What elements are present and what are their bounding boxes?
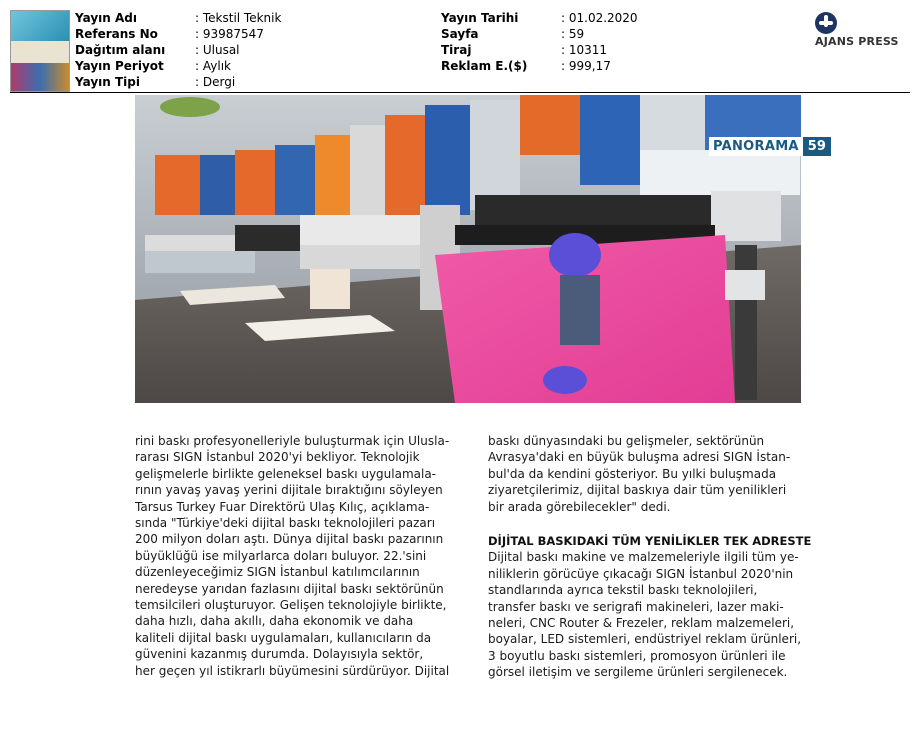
article-photo xyxy=(135,95,801,403)
text-line: rının yavaş yavaş yerini dijitale bıraktığını söyleyen xyxy=(135,483,443,498)
publication-info-left xyxy=(75,10,281,90)
printer-exhibition-image xyxy=(135,95,801,403)
text-line: rini baskı profesyonelleriyle buluşturmak için Ulusla- xyxy=(135,434,450,448)
text-line: neredeyse yarıdan fazlasını dijital baskı sektörünün xyxy=(135,581,444,596)
text-line: güvenini kazanmış durumda. Dolayısıyla sektör, xyxy=(135,647,424,662)
page-number-badge: 59 xyxy=(803,137,831,156)
text-line: görsel iletişim ve sergileme ürünleri sergilenecek. xyxy=(488,665,788,680)
section-label xyxy=(709,137,831,156)
text-line: neleri, CNC Router & Frezeler, reklam malzemeleri, xyxy=(488,616,795,631)
text-line: transfer baskı ve serigrafi makineleri, lazer maki- xyxy=(488,599,784,614)
text-line: 200 milyon doları aştı. Dünya dijital baskı pazarının xyxy=(135,532,444,547)
info-row: Referans No : 93987547 xyxy=(75,27,264,41)
ajans-press-logo-icon xyxy=(815,12,837,34)
text-line: bir arada görebilecekler" dedi. xyxy=(488,499,671,514)
magazine-cover-thumbnail xyxy=(10,10,70,92)
text-line: temsilcileri oluşturuyor. Gelişen teknolojiyle birlikte, xyxy=(135,598,447,613)
text-line: niliklerin görücüye çıkacağı SIGN İstanbul 2020'nin xyxy=(488,566,794,581)
info-row: Tiraj : 10311 xyxy=(441,43,608,57)
article-column-right xyxy=(488,433,812,681)
info-row: Yayın Periyot : Aylık xyxy=(75,59,231,73)
text-line: baskı dünyasındaki bu gelişmeler, sektörünün xyxy=(488,434,765,448)
text-line: ziyaretçilerimiz, dijital baskıya dair tüm yenilikleri xyxy=(488,483,787,498)
info-row: Sayfa : 59 xyxy=(441,27,585,41)
header-divider xyxy=(10,92,910,93)
text-line: 3 boyutlu baskı sistemleri, promosyon ürünleri ile xyxy=(488,648,786,663)
info-row: Yayın Tarihi : 01.02.2020 xyxy=(441,11,638,25)
text-line: düzenleyeceğimiz SIGN İstanbul katılımcılarının xyxy=(135,565,420,580)
text-line: gelişmelerle birlikte geleneksel baskı uygulamala- xyxy=(135,466,437,481)
text-line: daha hızlı, daha akıllı, daha ekonomik ve daha xyxy=(135,614,414,629)
text-line: Avrasya'daki en büyük buluşma adresi SIGN İstan- xyxy=(488,450,791,465)
publication-info-right xyxy=(441,10,638,74)
info-row: Yayın Tipi : Dergi xyxy=(75,75,236,89)
text-line: büyüklüğü ise milyarlarca doları buluyor. 22.'sini xyxy=(135,548,427,563)
text-line: Dijital baskı makine ve malzemeleriyle ilgili tüm ye- xyxy=(488,550,799,565)
text-line: boyalar, LED sistemleri, endüstriyel reklam ürünleri, xyxy=(488,632,802,647)
text-line: kaliteli dijital baskı uygulamaları, kullanıcıların da xyxy=(135,630,432,645)
text-line: sında "Türkiye'deki dijital baskı teknolojileri pazarı xyxy=(135,516,436,531)
ajans-press-logo: AJANS PRESS xyxy=(812,10,912,50)
info-row: Dağıtım alanı : Ulusal xyxy=(75,43,240,57)
text-line: bul'da da kendini gösteriyor. Bu yılki buluşmada xyxy=(488,466,777,481)
text-line: her geçen yıl istikrarlı büyümesini sürdürüyor. Dijital xyxy=(135,663,450,678)
info-row: Yayın Adı : Tekstil Teknik xyxy=(75,11,282,25)
section-heading: DİJİTAL BASKIDAKİ TÜM YENİLİKLER TEK ADRESTE xyxy=(488,534,812,549)
info-row: Reklam E.($) : 999,17 xyxy=(441,59,611,73)
section-title: PANORAMA xyxy=(709,137,803,156)
text-line: rarası SIGN İstanbul 2020'yi bekliyor. Teknolojik xyxy=(135,450,420,465)
text-line: standlarında ayrıca tekstil baskı teknolojileri, xyxy=(488,583,758,598)
article-column-left xyxy=(135,433,455,679)
text-line: Tarsus Turkey Fuar Direktörü Ulaş Kılıç, açıklama- xyxy=(135,499,430,514)
